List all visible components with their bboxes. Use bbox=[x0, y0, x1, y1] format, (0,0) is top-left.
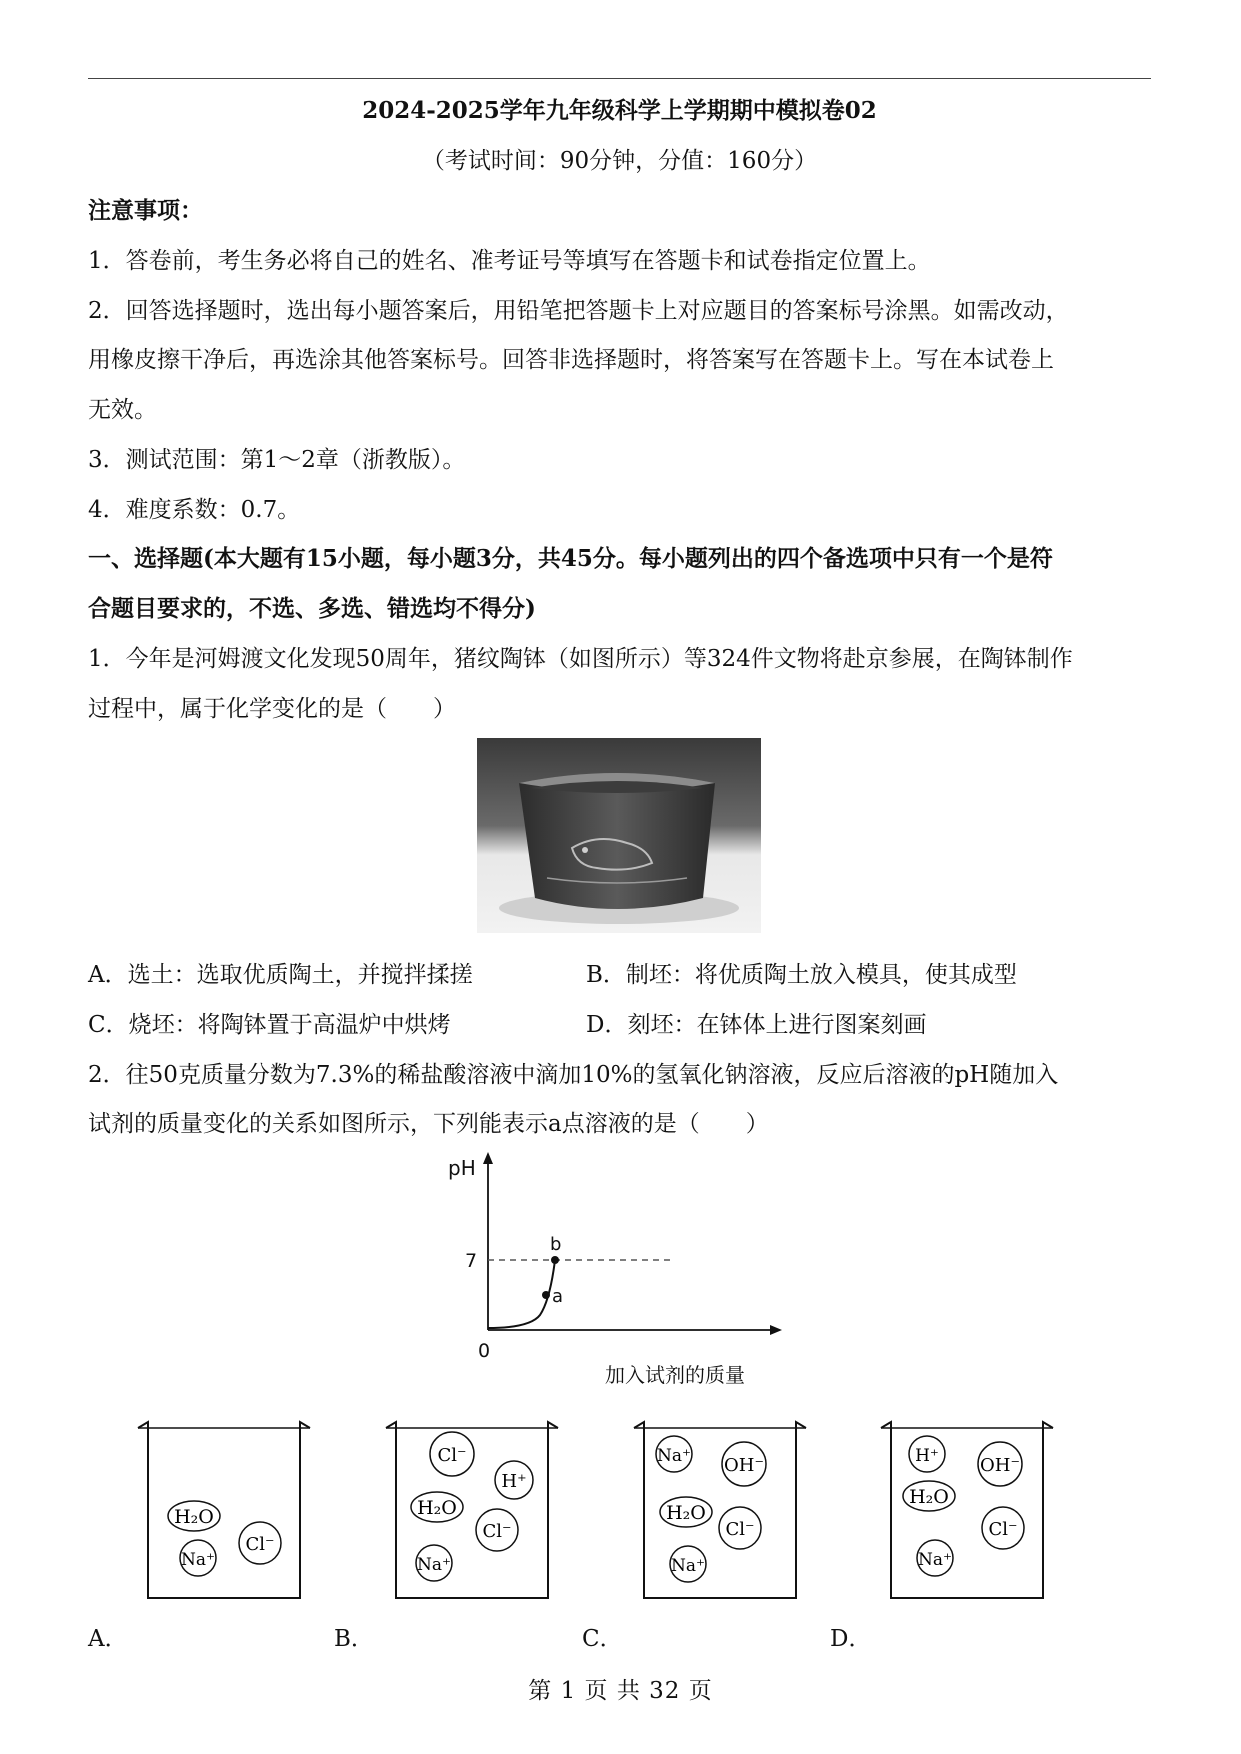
notes-heading: 注意事项： bbox=[88, 197, 203, 224]
y-axis-arrow-icon bbox=[483, 1152, 493, 1164]
note-line: 3．测试范围：第1～2章（浙教版）。 bbox=[88, 447, 466, 473]
q1-option-a: A．选土：选取优质陶土，并搅拌揉搓 bbox=[88, 962, 473, 988]
ion-label: H⁺ bbox=[501, 1471, 527, 1492]
ion-label: Cl⁻ bbox=[245, 1534, 275, 1555]
point-b-label: b bbox=[550, 1234, 562, 1255]
point-a-marker bbox=[542, 1291, 550, 1299]
exam-subtitle: （考试时间：90分钟，分值：160分） bbox=[421, 148, 818, 174]
ion-label: Na⁺ bbox=[417, 1555, 451, 1575]
ion-label: Cl⁻ bbox=[725, 1519, 755, 1540]
ion-label: Na⁺ bbox=[181, 1550, 215, 1570]
q2-option-a-label: A． bbox=[88, 1626, 128, 1652]
beaker-a bbox=[134, 1418, 314, 1608]
q2-option-c-label: C． bbox=[582, 1626, 623, 1652]
ion-label: H₂O bbox=[666, 1502, 706, 1524]
pottery-bowl-photo bbox=[477, 738, 761, 933]
question-1-text: 过程中，属于化学变化的是（ ） bbox=[88, 696, 456, 722]
q2-option-b-label: B． bbox=[334, 1626, 374, 1652]
beaker-d bbox=[877, 1418, 1057, 1608]
ion-label: OH⁻ bbox=[980, 1455, 1020, 1476]
ion-label: H₂O bbox=[417, 1497, 457, 1519]
beaker-c bbox=[630, 1418, 810, 1608]
ph-graph bbox=[440, 1150, 790, 1395]
q1-option-c: C．烧坯：将陶钵置于高温炉中烘烤 bbox=[88, 1012, 451, 1038]
exam-title: 2024-2025学年九年级科学上学期期中模拟卷02 bbox=[362, 97, 877, 124]
ion-label: Cl⁻ bbox=[437, 1445, 467, 1466]
question-1-text: 1．今年是河姆渡文化发现50周年，猪纹陶钵（如图所示）等324件文物将赴京参展，在陶钵制作 bbox=[88, 646, 1073, 672]
q1-option-b: B．制坯：将优质陶土放入模具，使其成型 bbox=[586, 962, 1017, 988]
question-2-text: 2．往50克质量分数为7.3%的稀盐酸溶液中滴加10%的氢氧化钠溶液，反应后溶液的pH随加入 bbox=[88, 1062, 1059, 1088]
note-line: 2．回答选择题时，选出每小题答案后，用铅笔把答题卡上对应题目的答案标号涂黑。如需改动， bbox=[88, 298, 1069, 324]
y-axis-label: pH bbox=[448, 1156, 476, 1180]
ion-label: Na⁺ bbox=[657, 1446, 691, 1466]
ion-label: H⁺ bbox=[915, 1446, 939, 1466]
section-heading: 一、选择题(本大题有15小题，每小题3分，共45分。每小题列出的四个备选项中只有一个是符 bbox=[88, 545, 1053, 572]
ion-label: OH⁻ bbox=[724, 1455, 764, 1476]
x-axis-arrow-icon bbox=[770, 1325, 782, 1335]
ion-label: Na⁺ bbox=[671, 1556, 705, 1576]
ion-label: Cl⁻ bbox=[988, 1519, 1018, 1540]
y-tick-7: 7 bbox=[465, 1250, 478, 1272]
ion-label: H₂O bbox=[174, 1506, 214, 1528]
point-a-label: a bbox=[552, 1286, 564, 1307]
page-footer: 第 1 页 共 32 页 bbox=[528, 1678, 713, 1704]
question-2-text: 试剂的质量变化的关系如图所示，下列能表示a点溶液的是（ ） bbox=[88, 1111, 769, 1137]
header-rule bbox=[88, 78, 1151, 79]
note-line: 用橡皮擦干净后，再选涂其他答案标号。回答非选择题时，将答案写在答题卡上。写在本试卷上 bbox=[88, 347, 1054, 373]
note-line: 1．答卷前，考生务必将自己的姓名、准考证号等填写在答题卡和试卷指定位置上。 bbox=[88, 248, 931, 274]
beaker-b bbox=[382, 1418, 562, 1608]
q1-option-d: D．刻坯：在钵体上进行图案刻画 bbox=[586, 1012, 927, 1038]
point-b-marker bbox=[551, 1256, 559, 1264]
x-axis-label: 加入试剂的质量 bbox=[605, 1363, 745, 1387]
ion-label: H₂O bbox=[909, 1486, 949, 1508]
note-line: 4．难度系数：0.7。 bbox=[88, 497, 301, 523]
ion-label: Na⁺ bbox=[918, 1550, 952, 1570]
ion-label: Cl⁻ bbox=[482, 1521, 512, 1542]
origin-label: 0 bbox=[478, 1340, 491, 1362]
section-heading: 合题目要求的，不选、多选、错选均不得分) bbox=[88, 595, 536, 622]
note-line: 无效。 bbox=[88, 397, 157, 423]
q2-option-d-label: D． bbox=[830, 1626, 872, 1652]
